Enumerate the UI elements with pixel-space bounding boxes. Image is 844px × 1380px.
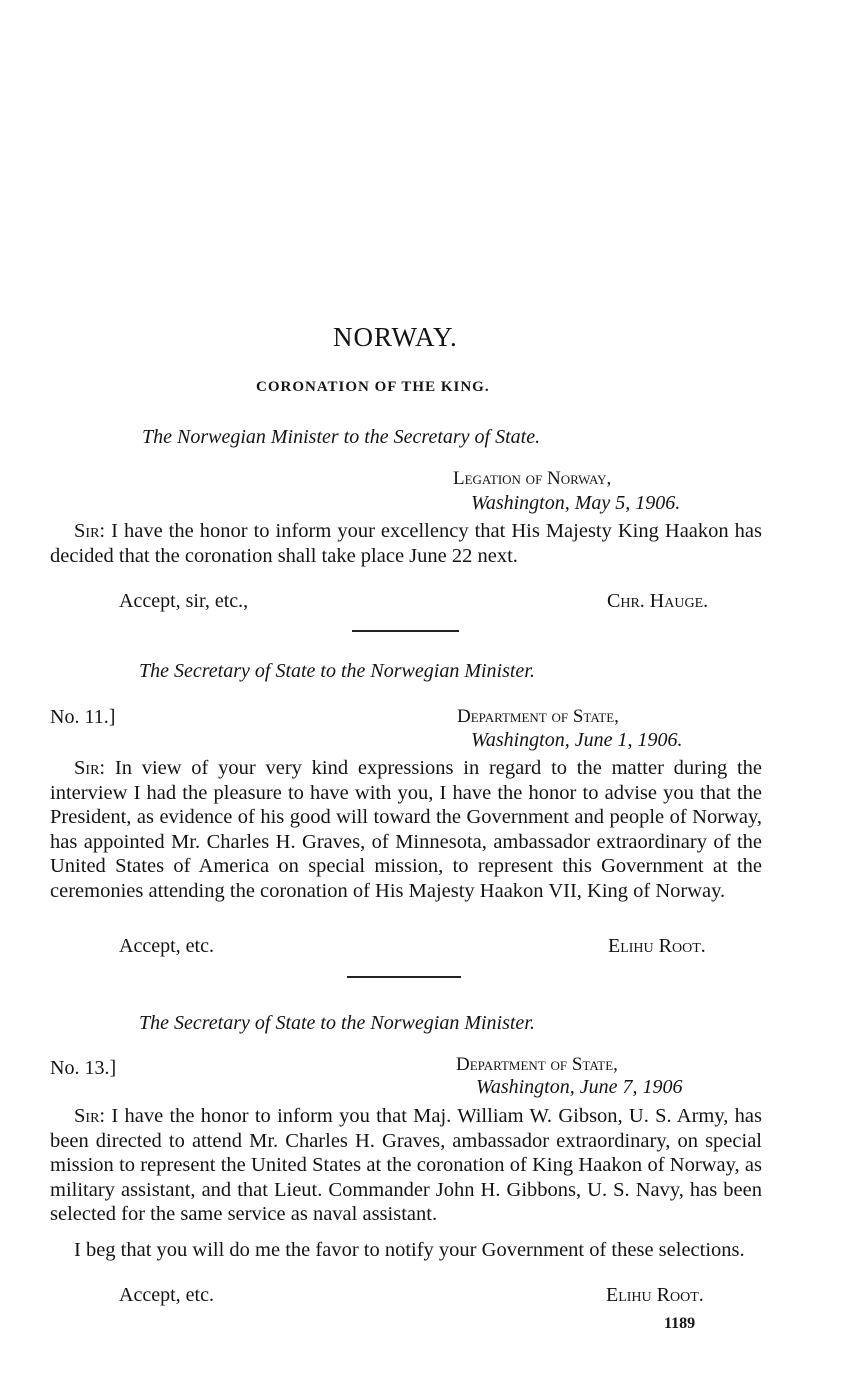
letter-1-signature: Chr. Hauge. [607, 590, 709, 612]
letter-3-body [50, 1104, 762, 1227]
letter-3-body-text: I have the honor to inform you that Maj. William W. Gibson, U. S. Army, has been directed to attend Mr. Charles H. Graves, ambassador extraordinary, on special mission to represent the United States at the coronation of King Haakon of Norway, as military assistant, and that Lieut. Commander John H. Gibbons, U. S. Navy, has been selected for the same service as naval assistant. [50, 1105, 763, 1225]
divider-rule-1 [352, 630, 459, 632]
page-title: NORWAY. [333, 322, 458, 352]
letter-3-heading: The Secretary of State to the Norwegian Minister. [139, 1012, 535, 1034]
letter-2-signature: Elihu Root. [608, 935, 706, 957]
letter-1-heading: The Norwegian Minister to the Secretary of State. [142, 426, 541, 448]
letter-2-place: Department of State, [457, 706, 619, 727]
letter-3-date: Washington, June 7, 1906 [476, 1076, 683, 1098]
page-number: 1189 [664, 1315, 696, 1332]
letter-2-salutation: Sir: [74, 757, 106, 779]
letter-1-body [50, 519, 762, 568]
letter-1-closing: Accept, sir, etc., [119, 590, 249, 612]
letter-3-closing: Accept, etc. [119, 1284, 214, 1306]
letter-2-body [50, 756, 762, 903]
letter-3-body-2: I beg that you will do me the favor to notify your Government of these selections. [74, 1239, 745, 1261]
letter-3-number: No. 13.] [50, 1057, 117, 1079]
section-subtitle: CORONATION OF THE KING. [256, 379, 490, 395]
letter-2-body-text: In view of your very kind expressions in regard to the matter during the interview I had the pleasure to have with you, I have the honor to advise you that the President, as evidence of his good will toward the Government and people of Norway, has appointed Mr. Charles H. Graves, of Minnesota, ambassador extraordinary of the United States of America on special mission, to represent this Government at the ceremonies attending the coronation of His Majesty Haakon VII, King of Norway. [50, 757, 763, 902]
letter-1-place: Legation of Norway, [453, 468, 612, 489]
letter-3-signature: Elihu Root. [606, 1284, 704, 1306]
letter-1-body-text: I have the honor to inform your excellency that His Majesty King Haakon has decided that the coronation shall take place June 22 next. [50, 520, 762, 567]
letter-1-date: Washington, May 5, 1906. [471, 492, 681, 514]
letter-1-salutation: Sir: [74, 520, 106, 542]
letter-2-heading: The Secretary of State to the Norwegian Minister. [139, 660, 535, 682]
letter-3-place: Department of State, [456, 1054, 618, 1075]
letter-2-date: Washington, June 1, 1906. [471, 729, 683, 751]
letter-2-closing: Accept, etc. [119, 935, 214, 957]
letter-3-salutation: Sir: [74, 1105, 106, 1127]
divider-rule-2 [347, 976, 461, 978]
letter-2-number: No. 11.] [50, 706, 116, 728]
